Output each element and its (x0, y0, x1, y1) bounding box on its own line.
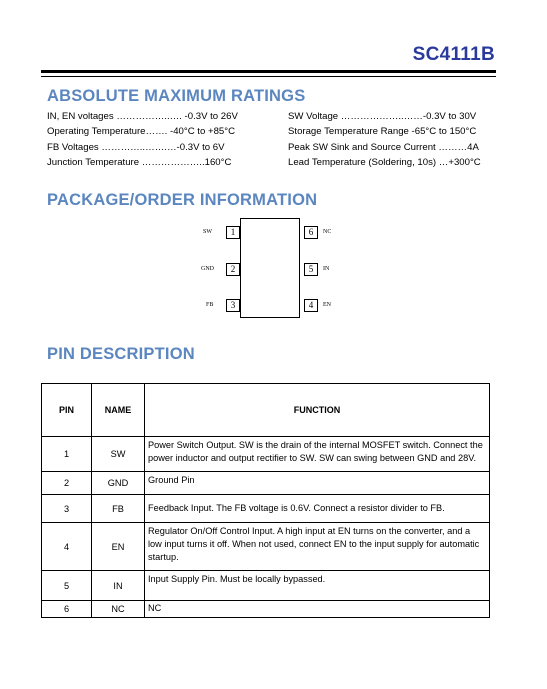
pin-label-4: EN (323, 302, 331, 308)
table-row (42, 571, 490, 601)
section-title-pin-description: PIN DESCRIPTION (47, 345, 195, 363)
pin-cell: 4 (42, 523, 92, 571)
header-rule-thin (41, 76, 496, 77)
rating-line: Peak SW Sink and Source Current ………4A (288, 141, 479, 153)
name-cell: FB (92, 495, 145, 523)
table-row (42, 437, 490, 472)
function-cell: Power Switch Output. SW is the drain of the internal MOSFET switch. Connect the power inductor and output rectifier to SW. SW can swing between GND and 28V. (145, 437, 490, 472)
pin-number-5: 5 (304, 263, 318, 276)
package-diagram (195, 218, 345, 318)
rating-line: SW Voltage ………………..……-0.3V to 30V (288, 111, 477, 122)
pin-label-6: NC (323, 229, 332, 235)
rating-line: Operating Temperature……. -40°C to +85°C (47, 126, 236, 138)
pin-number-4: 4 (304, 299, 318, 312)
pin-number-6: 6 (304, 226, 318, 239)
rating-line: Storage Temperature Range -65°C to 150°C (288, 126, 477, 138)
name-cell: IN (92, 571, 145, 601)
function-cell: Feedback Input. The FB voltage is 0.6V. Connect a resistor divider to FB. (145, 495, 490, 523)
pin-cell: 1 (42, 437, 92, 472)
pin-label-5: IN (323, 266, 330, 272)
pin-description-table (41, 383, 490, 618)
pin-label-2: GND (201, 266, 214, 272)
section-title-package: PACKAGE/ORDER INFORMATION (47, 191, 318, 209)
part-number: SC4111B (412, 44, 495, 65)
function-cell: NC (145, 601, 490, 618)
ratings-left-column (47, 109, 238, 171)
rating-line: Lead Temperature (Soldering, 10s) …+300°C (288, 157, 481, 169)
table-row (42, 472, 490, 495)
name-cell: SW (92, 437, 145, 472)
header-rule-thick (41, 70, 496, 73)
ratings-right-column (288, 109, 481, 171)
pin-label-1: SW (203, 229, 212, 235)
name-cell: EN (92, 523, 145, 571)
pin-cell: 5 (42, 571, 92, 601)
pin-cell: 6 (42, 601, 92, 618)
table-row (42, 523, 490, 571)
name-cell: NC (92, 601, 145, 618)
rating-line: FB Voltages …………..…….…-0.3V to 6V (47, 141, 225, 153)
pin-number-1: 1 (226, 226, 240, 239)
pin-number-2: 2 (226, 263, 240, 276)
ic-package-body (240, 218, 300, 318)
table-row (42, 601, 490, 618)
table-row (42, 495, 490, 523)
column-header-name: NAME (92, 384, 145, 437)
pin-cell: 3 (42, 495, 92, 523)
rating-line: Junction Temperature ………………..160°C (47, 157, 232, 169)
column-header-function: FUNCTION (145, 384, 490, 437)
pin-number-3: 3 (226, 299, 240, 312)
rating-line: IN, EN voltages ……………..…. -0.3V to 26V (47, 111, 238, 122)
name-cell: GND (92, 472, 145, 495)
section-title-absolute-max: ABSOLUTE MAXIMUM RATINGS (47, 87, 306, 105)
table-header-row (42, 384, 490, 437)
function-cell: Regulator On/Off Control Input. A high input at EN turns on the converter, and a low input turns it off. When not used, connect EN to the input supply for automatic startup. (145, 523, 490, 571)
pin-cell: 2 (42, 472, 92, 495)
function-cell: Ground Pin (145, 472, 490, 495)
function-cell: Input Supply Pin. Must be locally bypassed. (145, 571, 490, 601)
pin-label-3: FB (206, 302, 214, 308)
column-header-pin: PIN (42, 384, 92, 437)
